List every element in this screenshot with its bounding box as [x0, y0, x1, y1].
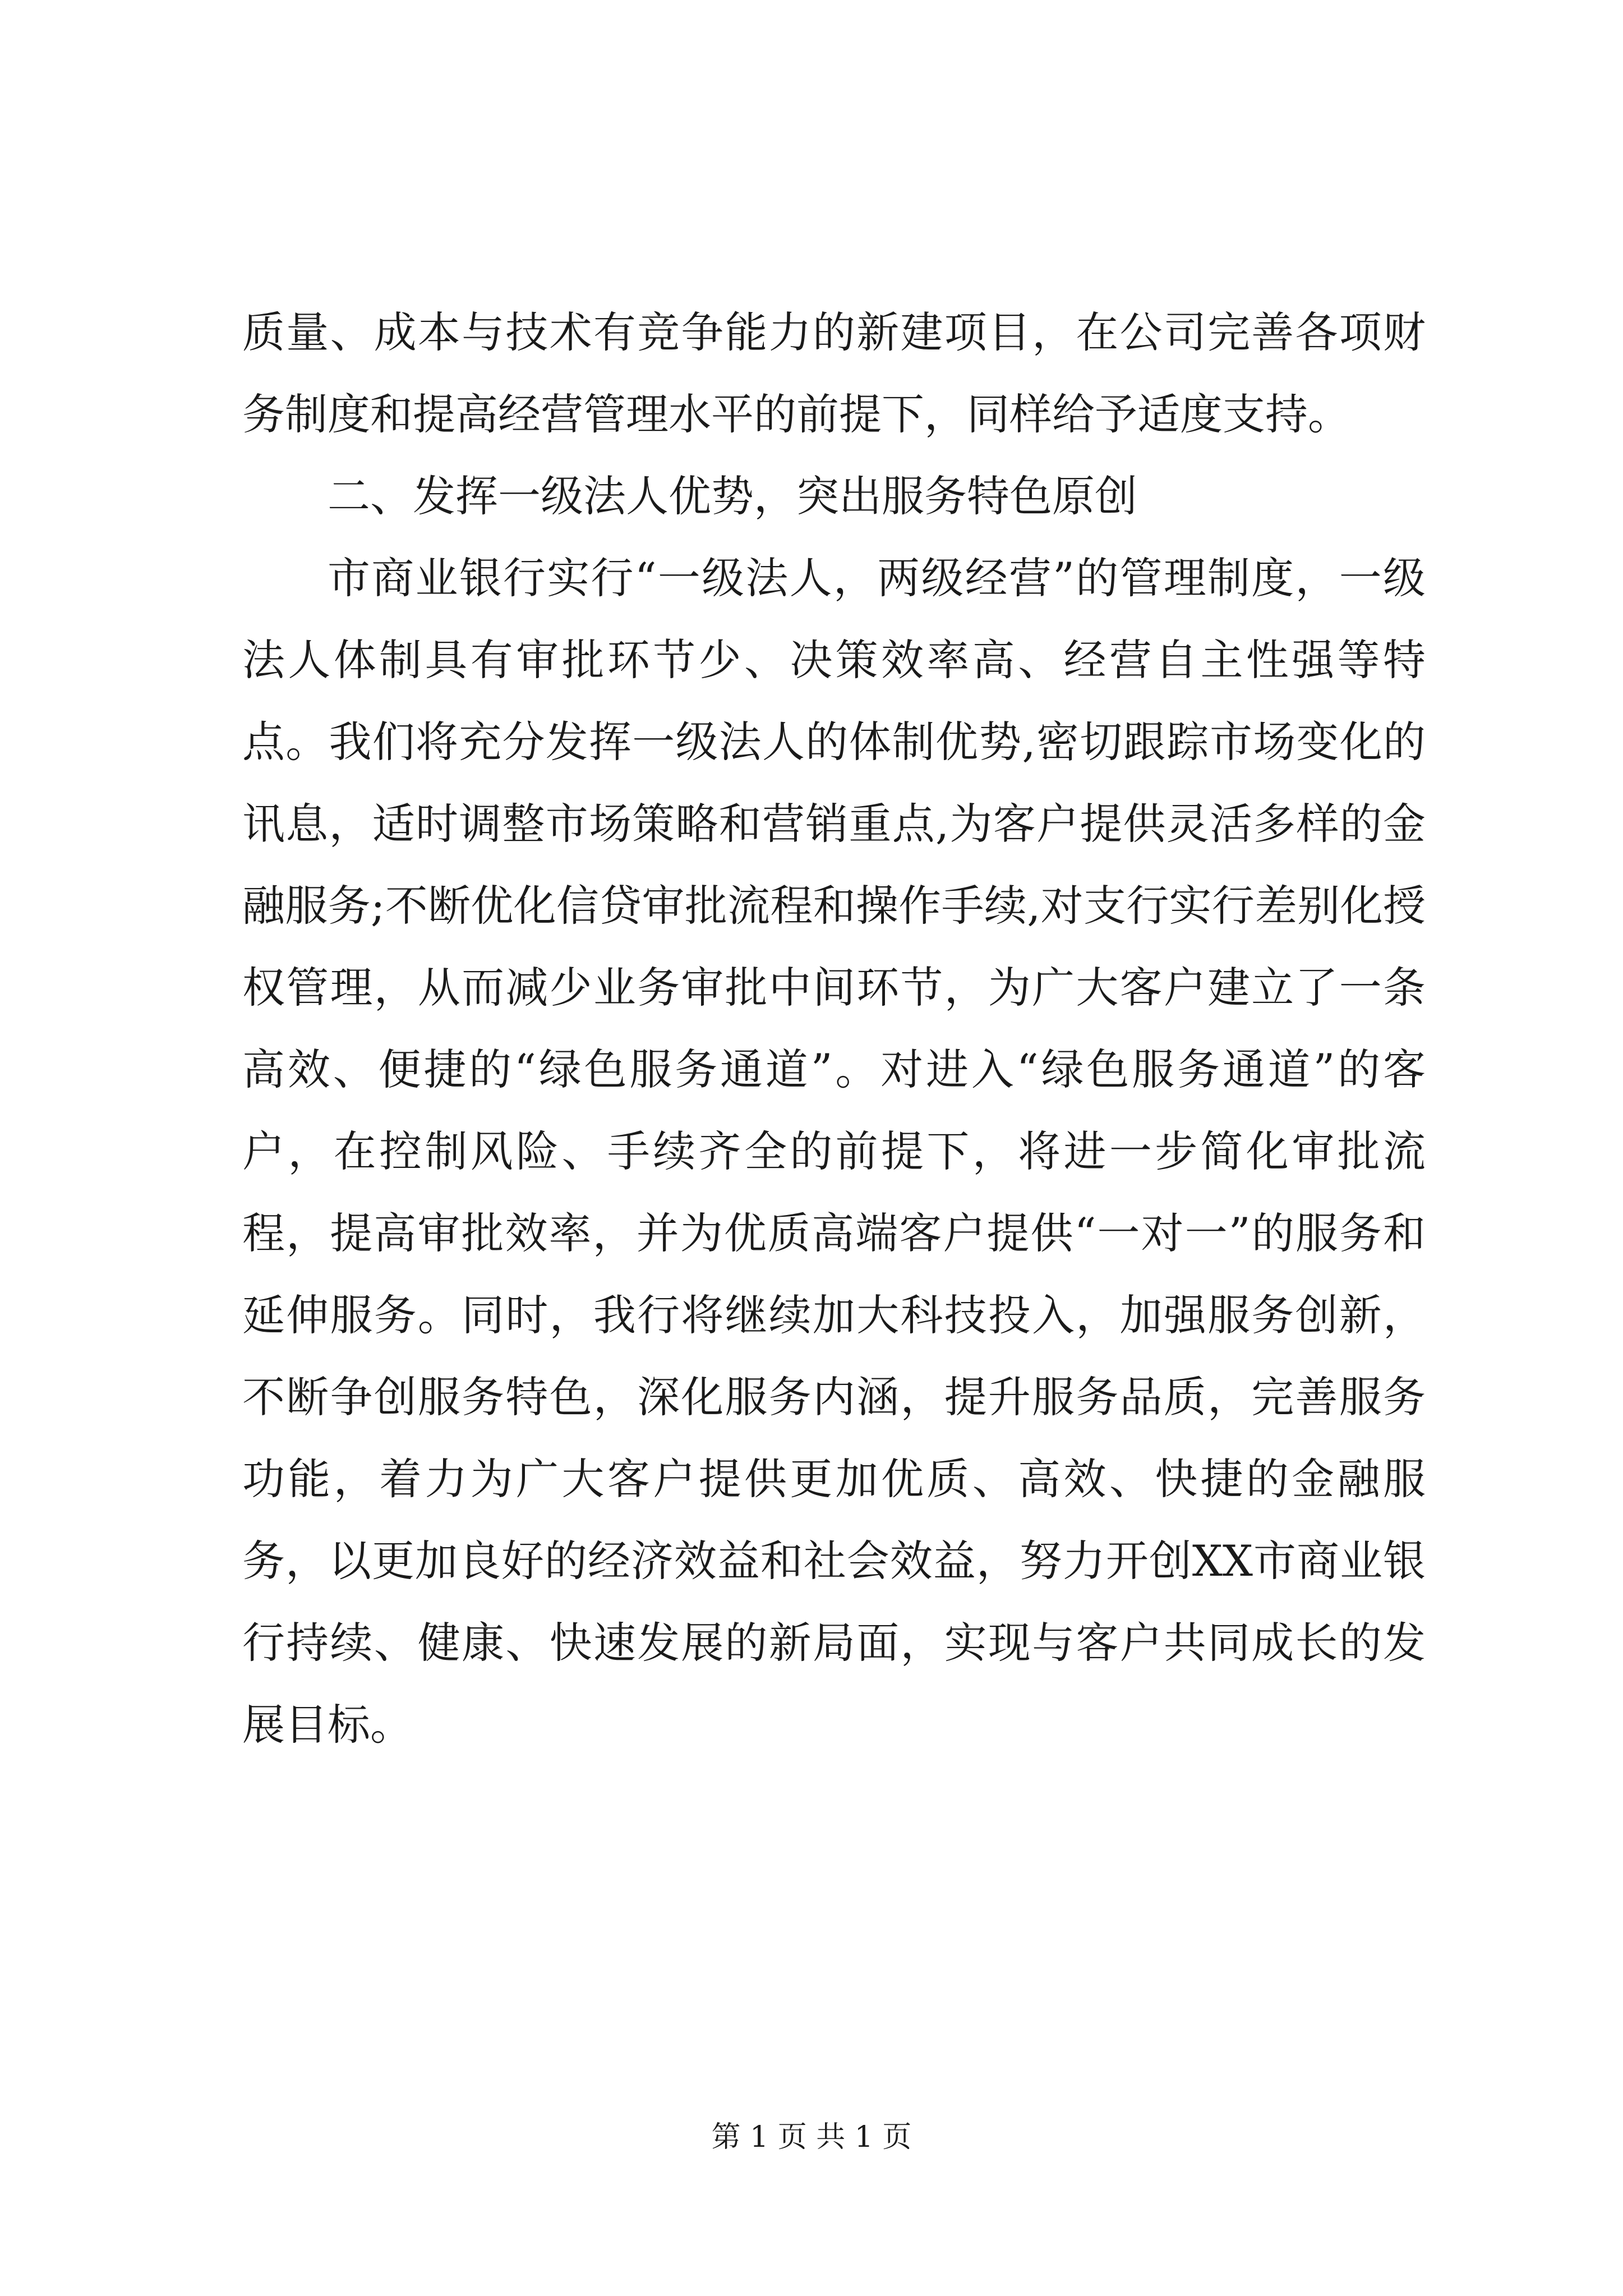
document-body	[242, 292, 1426, 1766]
paragraph-main: 市商业银行实行“一级法人，两级经营”的管理制度，一级法人体制具有审批环节少、决策效率高、经营自主性强等特点。我们将充分发挥一级法人的体制优势,密切跟踪市场变化的讯息，适时调整市场策略和营销重点,为客户提供灵活多样的金融服务;不断优化信贷审批流程和操作手续,对支行实行差别化授权管理，从而减少业务审批中间环节，为广大客户建立了一条高效、便捷的“绿色服务通道”。对进入“绿色服务通道”的客户，在控制风险、手续齐全的前提下，将进一步简化审批流程，提高审批效率，并为优质高端客户提供“一对一”的服务和延伸服务。同时，我行将继续加大科技投入，加强服务创新，不断争创服务特色，深化服务内涵，提升服务品质，完善服务功能，着力为广大客户提供更加优质、高效、快捷的金融服务，以更加良好的经济效益和社会效益，努力开创XX市商业银行持续、健康、快速发展的新局面，实现与客户共同成长的发展目标。	[242, 553, 1426, 1750]
section-heading: 二、发挥一级法人优势，突出服务特色原创	[328, 471, 1137, 521]
page-number-label: 第 1 页 共 1 页	[711, 2120, 912, 2154]
page-footer	[0, 2118, 1623, 2157]
paragraph-continuation: 质量、成本与技术有竞争能力的新建项目，在公司完善各项财务制度和提高经营管理水平的前提下，同样给予适度支持。	[242, 307, 1426, 439]
